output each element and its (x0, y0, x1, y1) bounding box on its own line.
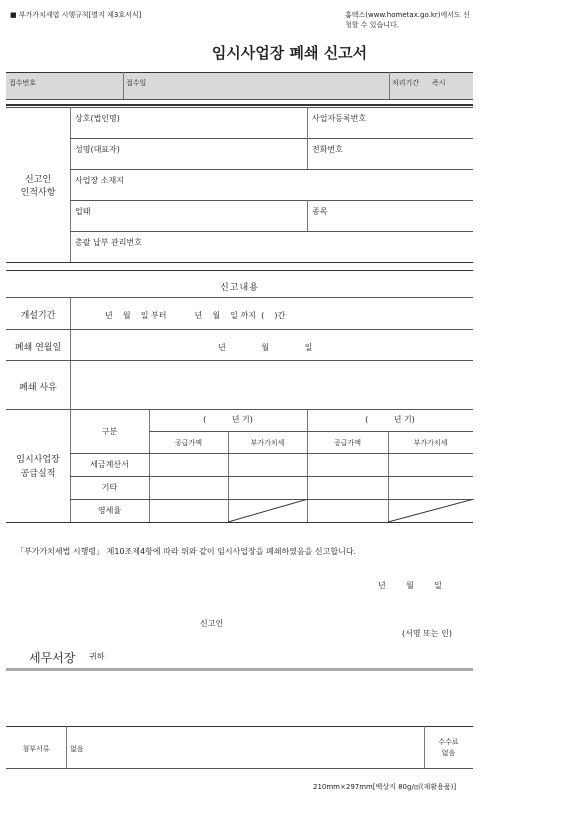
row-zero-rate-label: 영세율 (97, 506, 122, 515)
signature-note: (서명 또는 인) (402, 629, 452, 638)
row-tax-invoice-label: 세금계산서 (90, 460, 129, 469)
declaration-date: 년 월 일 (378, 581, 442, 590)
business-type-label: 업태 (75, 207, 91, 216)
paper-spec: 210mm×297mm[백상지 80g/㎡(재활용품)] (313, 783, 457, 791)
opening-period-value: 년 월 일 부터 년 월 일 까지 ( )간 (105, 311, 286, 320)
reporter-section-label-2: 인적사항 (20, 188, 56, 198)
business-item-label: 종목 (312, 207, 328, 216)
closure-date-value: 년 월 일 (218, 343, 313, 352)
receipt-number-label: 접수번호 (9, 79, 37, 87)
biz-reg-no-label: 사업자등록번호 (312, 114, 367, 123)
opening-period-label: 개설기간 (20, 311, 56, 321)
declaration-statement: 「부가가치세법 시행령」 제10조제4항에 따라 위와 같이 임시사업장을 폐쇄하였음을 신고합니다. (16, 547, 357, 556)
supply-value-header-2: 공급가액 (333, 439, 362, 447)
row-other-label: 기타 (101, 483, 118, 492)
attachments-label: 첨부서류 (22, 745, 50, 753)
page-title: 임시사업장 폐쇄 신고서 (211, 44, 368, 62)
phone-label: 전화번호 (312, 145, 343, 154)
addressee: 세무서장 (29, 651, 76, 665)
zero-rate-vat-hatch (228, 499, 308, 522)
processing-period-label: 처리기간 (392, 79, 420, 87)
closure-date-label: 폐쇄 연월일 (14, 343, 62, 353)
receipt-date-label: 접수일 (126, 79, 147, 87)
hometax-note-line1: 홈택스(www.hometax.go.kr)에서도 신 (345, 11, 470, 19)
business-address-label: 사업장 소재지 (75, 176, 124, 185)
honorific: 귀하 (89, 652, 105, 661)
attachments-value: 없음 (70, 745, 84, 753)
category-label: 구분 (101, 427, 118, 436)
supply-section-label-1: 임시사업장 (16, 455, 60, 465)
zero-rate-vat-hatch-2 (388, 499, 474, 522)
period-2-label: ( 년 기) (365, 415, 415, 424)
fee-value: 없음 (441, 749, 456, 757)
reporter-section-label-1: 신고인 (24, 175, 52, 185)
vat-header-2: 부가가치세 (413, 439, 448, 447)
supply-value-header-1: 공급가액 (174, 439, 203, 447)
supply-section-label-2: 공급실적 (20, 469, 56, 479)
representative-name-label: 성명(대표자) (75, 145, 120, 154)
trade-name-label: 상호(법인명) (75, 114, 120, 123)
closure-reason-label: 폐쇄 사유 (19, 383, 57, 393)
form-reference: ■ 부가가치세법 시행규칙[별지 제3호서식] (10, 11, 142, 19)
management-number-label: 총괄 납부 관리번호 (75, 238, 142, 247)
content-section-title: 신고내용 (220, 283, 259, 293)
vat-header-1: 부가가치세 (250, 439, 285, 447)
reporter-label: 신고인 (200, 619, 224, 628)
period-1-label: ( 년 기) (203, 415, 253, 424)
hometax-note-line2: 청할 수 있습니다. (345, 21, 400, 29)
fee-label: 수수료 (438, 738, 459, 746)
processing-period-value: 즉시 (432, 79, 446, 87)
